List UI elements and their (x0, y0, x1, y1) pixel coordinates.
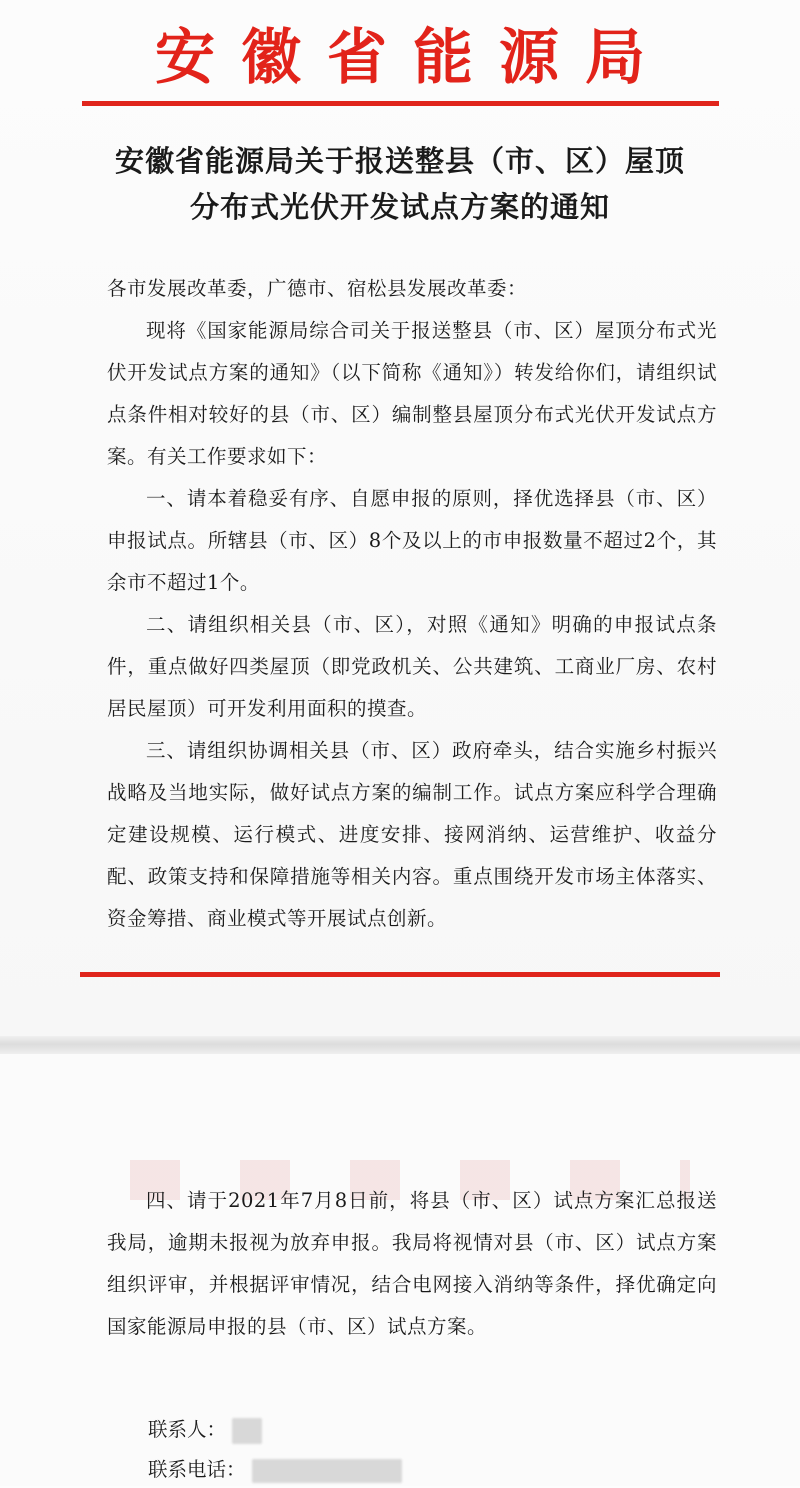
intro-paragraph: 现将《国家能源局综合司关于报送整县（市、区）屋顶分布式光伏开发试点方案的通知》（以下简称《通知》）转发给你们，请组织试点条件相对较好的县（市、区）编制整县屋顶分布式光伏开发试点方案。有关工作要求如下： (107, 319, 717, 468)
item-2-paragraph: 二、请组织相关县（市、区），对照《通知》明确的申报试点条件，重点做好四类屋顶（即党政机关、公共建筑、工商业厂房、农村居民屋顶）可开发利用面积的摸查。 (107, 613, 717, 720)
item-3-paragraph: 三、请组织协调相关县（市、区）政府牵头，结合实施乡村振兴战略及当地实际，做好试点方案的编制工作。试点方案应科学合理确定建设规模、运行模式、进度安排、接网消纳、运营维护、收益分配、政策支持和保障措施等相关内容。重点围绕开发市场主体落实、资金筹措、商业模式等开展试点创新。 (107, 739, 717, 930)
item-1-paragraph: 一、请本着稳妥有序、自愿申报的原则，择优选择县（市、区）申报试点。所辖县（市、区）8个及以上的市申报数量不超过2个，其余市不超过1个。 (107, 487, 717, 594)
document-title (0, 138, 800, 230)
org-header: 安徽省能源局 (155, 23, 671, 93)
contact-person-label: 联系人： (148, 1418, 227, 1441)
contact-phone-row (148, 1452, 402, 1488)
title-line-1: 安徽省能源局关于报送整县（市、区）屋顶 (114, 144, 685, 178)
contact-person-row (148, 1412, 262, 1448)
redacted-phone (252, 1459, 402, 1483)
redacted-name (232, 1418, 262, 1444)
header-red-rule (82, 101, 719, 106)
contact-phone-label: 联系电话： (148, 1458, 246, 1481)
item-4-paragraph: 四、请于2021年7月8日前，将县（市、区）试点方案汇总报送我局，逾期未报视为放弃申报。我局将视情对县（市、区）试点方案组织评审，并根据评审情况，结合电网接入消纳等条件，择优确定向国家能源局申报的县（市、区）试点方案。 (107, 1189, 717, 1338)
document-body-page-2 (107, 1180, 717, 1348)
title-line-2: 分布式光伏开发试点方案的通知 (189, 190, 610, 224)
salutation: 各市发展改革委，广德市、宿松县发展改革委： (107, 277, 528, 300)
footer-red-rule (80, 972, 720, 977)
page-fold-divider (0, 1036, 800, 1054)
document-body (107, 268, 717, 940)
